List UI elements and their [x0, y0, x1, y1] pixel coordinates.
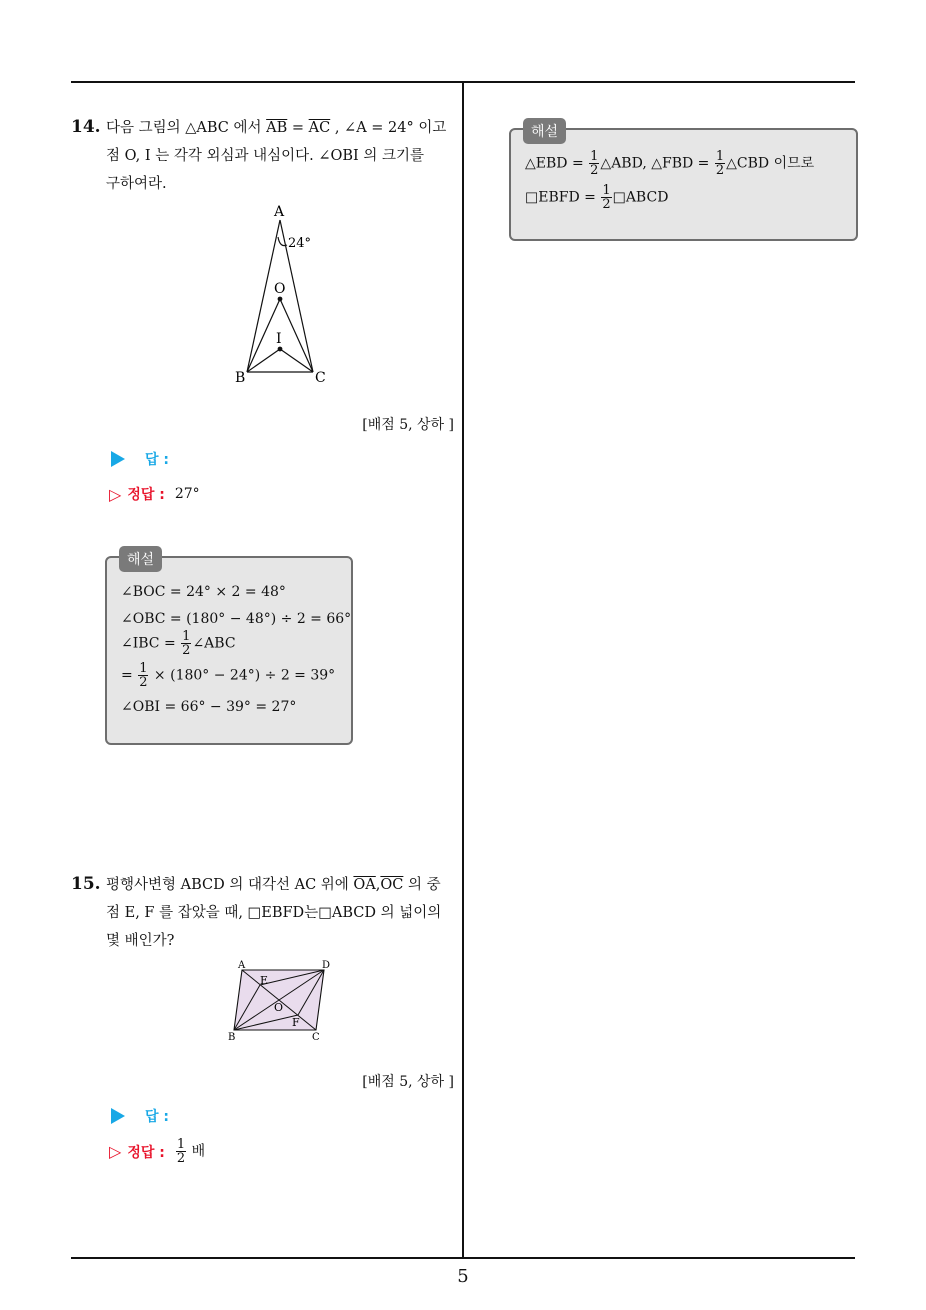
segment-ac: $\overline{AC}$ [308, 120, 331, 136]
q14-line3: 구하여라. [106, 176, 167, 192]
q15-solution-tab: 해설 [523, 118, 566, 144]
page-number: 5 [457, 1266, 469, 1287]
q15-correct-row [109, 1138, 205, 1165]
play-outline-icon: ▷ [109, 1142, 122, 1161]
fraction: $\frac{1}{2}$ [182, 629, 191, 658]
play-outline-icon: ▷ [109, 484, 122, 504]
q14-correct-label: 정답 : [127, 487, 165, 503]
q15-line2: 점 E, F 를 잡았을 때, □EBFD는□ABCD 의 넓이의 [106, 905, 442, 921]
q15-correct-label: 정답 : [127, 1144, 165, 1161]
q15-correct-value: $\frac{1}{2}$ 배 [176, 1137, 206, 1166]
q14-score: [배점 5, 상하 ] [362, 417, 454, 433]
q14-correct-row [109, 484, 200, 504]
q14-sol-line5: ∠OBI = 66° − 39° = 27° [121, 699, 297, 715]
q15-score: [배점 5, 상하 ] [362, 1074, 454, 1090]
fraction: $\frac{1}{2}$ [176, 1137, 186, 1166]
q14-sol-line3: ∠IBC = $\frac{1}{2}$ ∠ABC [121, 629, 236, 658]
q14-triangle-figure [225, 200, 345, 390]
q15-line3: 몇 배인가? [106, 933, 175, 949]
label-f: F [292, 1016, 300, 1029]
q15-line1: 평행사변형 ABCD 의 대각선 AC 위에 $\overline{OA},\overline{OC}$ 의 중 [106, 877, 441, 893]
label-e: E [260, 974, 269, 987]
q14-line1: 다음 그림의 △ABC 에서 $\overline{AB} = \overline{AC}$ , ∠A = 24° 이고 [106, 120, 447, 136]
column-divider [462, 83, 464, 1258]
fraction: $\frac{1}{2}$ [715, 149, 725, 178]
fraction: $\frac{1}{2}$ [139, 661, 148, 690]
q14-sol-line4: = $\frac{1}{2}$ × (180° − 24°) ÷ 2 = 39° [121, 661, 336, 690]
q15-sol-line1: △EBD = $\frac{1}{2}$ △ABD, △FBD = $\frac{1}{2}$ △CBD 이므로 [525, 149, 815, 178]
q14-correct-value: 27° [174, 486, 200, 502]
q15-answer-row [111, 1106, 169, 1126]
q14-line2: 점 O, I 는 각각 외심과 내심이다. ∠OBI 의 크기를 [106, 148, 424, 164]
point-o [278, 297, 283, 302]
segment-ab: $\overline{AB}$ [266, 120, 288, 136]
q14-answer-label: 답 : [145, 452, 169, 468]
q14-number: 14. [71, 117, 101, 137]
play-icon [111, 451, 125, 467]
q15-text [106, 871, 456, 955]
point-i [278, 347, 283, 352]
fraction: $\frac{1}{2}$ [590, 149, 599, 178]
fraction: $\frac{1}{2}$ [602, 183, 611, 212]
play-icon [111, 1108, 125, 1124]
label-b: B [235, 370, 246, 386]
label-o: O [274, 1001, 284, 1014]
label-b: B [228, 1032, 236, 1043]
segment-oc: $\overline{OC}$ [380, 877, 404, 893]
label-i: I [276, 331, 282, 347]
label-a: A [238, 960, 246, 971]
q15-number: 15. [71, 874, 101, 894]
label-c: C [312, 1032, 320, 1043]
q15-parallelogram-figure [224, 958, 344, 1048]
q14-solution-box [105, 552, 353, 745]
q14-solution-tab: 해설 [119, 546, 162, 572]
segment-oa: $\overline{OA}$ [353, 877, 376, 893]
q14-sol-line2: ∠OBC = (180° − 48°) ÷ 2 = 66° [121, 611, 352, 627]
label-c: C [315, 370, 326, 386]
label-o: O [274, 281, 286, 297]
q15-answer-label: 답 : [145, 1109, 169, 1125]
label-angle: 24° [288, 236, 312, 251]
q14-answer-row [111, 449, 169, 469]
label-a: A [274, 204, 285, 220]
bottom-rule [71, 1257, 855, 1259]
label-d: D [322, 960, 331, 971]
q15-solution-box [509, 124, 858, 241]
q15-sol-line2: □EBFD = $\frac{1}{2}$ □ABCD [525, 183, 669, 212]
q14-text [106, 114, 456, 198]
q14-sol-line1: ∠BOC = 24° × 2 = 48° [121, 584, 286, 600]
